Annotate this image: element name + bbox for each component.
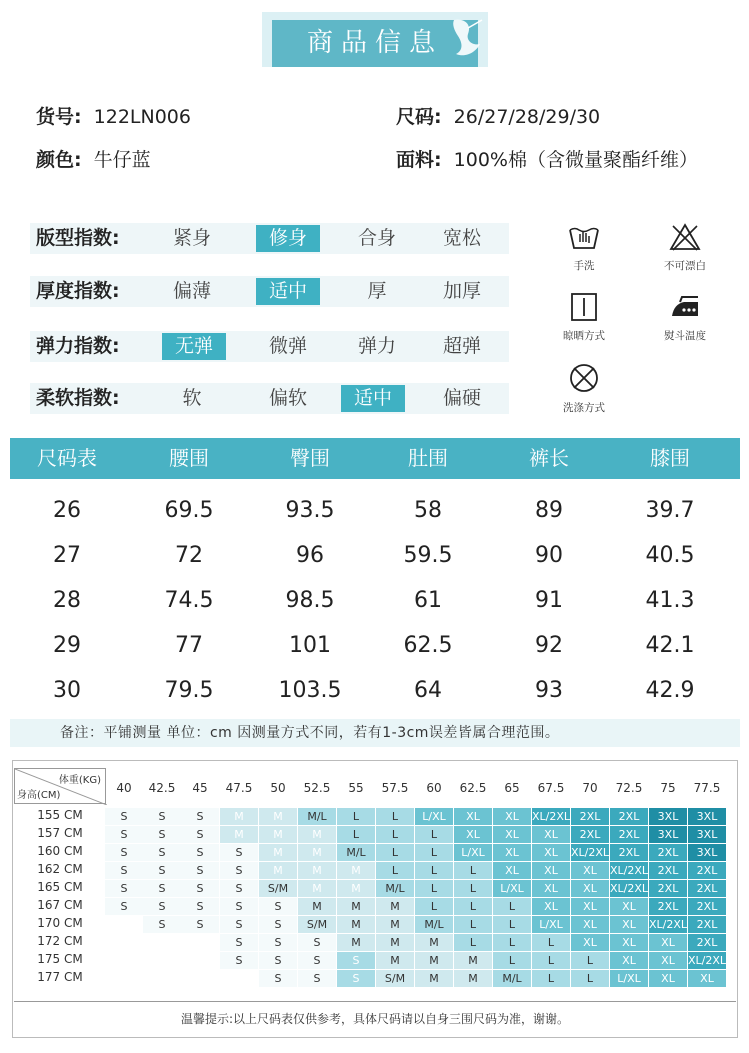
weight-column-label: 50 <box>270 781 286 795</box>
size-tip: 温馨提示:以上尺码表仅供参考，具体尺码请以自身三围尺码为准，谢谢。 <box>14 1001 736 1035</box>
size-recommendation-cell: L/XL <box>610 970 648 987</box>
size-recommendation-cell: S <box>259 898 297 915</box>
size-table-cell: 58 <box>414 498 442 523</box>
size-recommendation-cell: M/L <box>493 970 531 987</box>
size-table-cell: 69.5 <box>164 498 214 523</box>
size-recommendation-cell: M <box>415 934 453 951</box>
size-recommendation-cell: M <box>259 808 297 825</box>
size-recommendation-cell: L <box>493 952 531 969</box>
section-banner <box>262 12 488 67</box>
size-table-cell: 62.5 <box>403 633 453 658</box>
size-recommendation-cell: L <box>415 862 453 879</box>
size-recommendation-cell: XL <box>649 952 687 969</box>
weight-column-label: 77.5 <box>693 781 721 795</box>
care-drying-label: 晾晒方式 <box>563 330 605 342</box>
no-dry-clean-icon <box>567 362 601 394</box>
size-table-cell: 89 <box>535 498 563 523</box>
size-recommendation-cell: XL <box>532 844 570 861</box>
size-recommendation-cell: XL <box>688 970 726 987</box>
size-recommendation-cell: XL <box>571 862 609 879</box>
size-table-header-cell: 膝围 <box>650 446 690 470</box>
size-table-cell: 59.5 <box>403 543 453 568</box>
size-recommendation-cell: XL <box>532 898 570 915</box>
size-recommendation-cell: XL <box>532 826 570 843</box>
size-recommendation-cell: L/XL <box>415 808 453 825</box>
size-recommendation-cell: XL <box>493 862 531 879</box>
size-recommendation-cell: S <box>220 952 258 969</box>
size-recommendation-cell: 3XL <box>688 808 726 825</box>
size-range-value: 26/27/28/29/30 <box>453 106 601 128</box>
size-recommendation-cell: M <box>298 826 336 843</box>
height-row-label: 177 CM <box>37 970 83 984</box>
size-recommendation-cell: S <box>220 880 258 897</box>
weight-column-label: 40 <box>116 781 132 795</box>
size-recommendation-cell: 2XL <box>688 916 726 933</box>
size-recommendation-cell: M <box>298 862 336 879</box>
size-recommendation-cell: S <box>181 862 219 879</box>
size-recommendation-cell: S <box>181 898 219 915</box>
size-recommendation-cell: S <box>181 916 219 933</box>
size-recommendation-cell <box>143 952 181 969</box>
size-recommendation-cell: S <box>105 880 143 897</box>
product-color-label: 颜色: <box>36 149 82 171</box>
size-recommendation-cell: S <box>259 916 297 933</box>
height-row-label: 175 CM <box>37 952 83 966</box>
care-hand-wash-label: 手洗 <box>573 260 595 272</box>
size-recommendation-cell: S <box>298 970 336 987</box>
size-recommendation-cell: S <box>220 898 258 915</box>
size-recommendation-cell: L <box>571 970 609 987</box>
size-table-cell: 42.1 <box>645 633 695 658</box>
weight-column-label: 42.5 <box>148 781 176 795</box>
height-row-label: 157 CM <box>37 826 83 840</box>
size-recommendation-cell: M <box>298 898 336 915</box>
size-recommendation-cell: L <box>532 970 570 987</box>
swan-icon <box>446 14 486 64</box>
size-recommendation-cell <box>220 970 258 987</box>
size-recommendation-cell <box>143 970 181 987</box>
size-recommendation-cell: S <box>143 880 181 897</box>
care-iron <box>645 292 725 343</box>
fit-index-row <box>30 223 509 254</box>
size-recommendation-cell: S/M <box>298 916 336 933</box>
weight-column-label: 55 <box>348 781 364 795</box>
thickness-option: 加厚 <box>442 280 481 302</box>
size-recommendation-cell: S <box>298 952 336 969</box>
size-table-cell: 98.5 <box>285 588 335 613</box>
size-recommendation-cell: L <box>337 826 375 843</box>
size-table-cell: 26 <box>53 498 81 523</box>
fit-index-label: 版型指数: <box>36 227 120 249</box>
size-table-row <box>10 533 740 578</box>
size-recommendation-cell: L <box>493 934 531 951</box>
size-recommendation-cell: M <box>376 916 414 933</box>
size-recommendation-cell: M <box>454 970 492 987</box>
size-recommendation-cell: 2XL <box>688 898 726 915</box>
softness-index-row <box>30 383 509 414</box>
size-recommendation-cell: M/L <box>376 880 414 897</box>
size-recommendation-cell: S <box>259 952 297 969</box>
size-recommendation-cell: M <box>337 934 375 951</box>
size-recommendation-cell: M/L <box>298 808 336 825</box>
size-recommendation-cell: S/M <box>259 880 297 897</box>
size-recommendation-cell: XL <box>610 916 648 933</box>
height-row-label: 162 CM <box>37 862 83 876</box>
size-recommendation-cell: 3XL <box>649 808 687 825</box>
size-recommendation-cell: S <box>143 844 181 861</box>
size-recommendation-cell <box>105 916 143 933</box>
size-table-cell: 79.5 <box>164 678 214 703</box>
size-recommendation-cell: L/XL <box>454 844 492 861</box>
size-table-cell: 101 <box>289 633 331 658</box>
size-table-header-cell: 腰围 <box>169 446 209 470</box>
size-recommendation-cell: S <box>298 934 336 951</box>
size-recommendation-cell: L/XL <box>493 880 531 897</box>
fit-option: 紧身 <box>172 227 211 249</box>
size-recommendation-cell: L <box>415 898 453 915</box>
size-recommendation-cell: XL <box>649 970 687 987</box>
size-recommendation-cell <box>143 934 181 951</box>
care-hand-wash <box>544 222 624 273</box>
size-recommendation-cell: L <box>493 916 531 933</box>
elasticity-option: 超弹 <box>442 335 481 357</box>
size-recommendation-cell: M <box>298 880 336 897</box>
size-recommendation-cell: M <box>259 862 297 879</box>
size-table-cell: 39.7 <box>645 498 695 523</box>
size-recommendation-cell: S <box>143 808 181 825</box>
size-recommendation-cell: XL <box>610 898 648 915</box>
weight-column-label: 75 <box>660 781 676 795</box>
care-washing-label: 洗涤方式 <box>563 402 605 414</box>
size-recommendation-cell: M <box>337 898 375 915</box>
size-table-cell: 77 <box>175 633 203 658</box>
weight-column-label: 62.5 <box>459 781 487 795</box>
size-table-header-cell: 尺码表 <box>37 446 97 470</box>
iron-icon <box>668 292 702 322</box>
size-recommendation-cell: 2XL <box>688 934 726 951</box>
size-recommendation-cell: L <box>415 826 453 843</box>
size-recommendation-cell: 2XL <box>610 808 648 825</box>
size-recommendation-cell: XL <box>571 898 609 915</box>
size-recommendation-cell: XL/2XL <box>532 810 571 823</box>
elasticity-index-label: 弹力指数: <box>36 335 120 357</box>
size-recommendation-cell: L <box>376 826 414 843</box>
size-recommendation-cell: 2XL <box>649 844 687 861</box>
weight-column-label: 57.5 <box>381 781 409 795</box>
weight-axis-label: 体重(KG) <box>58 775 101 786</box>
size-recommendation-cell: XL/2XL <box>610 864 649 877</box>
size-table-cell: 74.5 <box>164 588 214 613</box>
size-range-label: 尺码: <box>396 106 442 128</box>
size-recommendation-cell: S <box>337 970 375 987</box>
size-recommendation-cell: 2XL <box>571 826 609 843</box>
size-recommendation-cell: M <box>415 952 453 969</box>
size-recommendation-cell: S <box>105 844 143 861</box>
weight-column-label: 72.5 <box>615 781 643 795</box>
fit-option: 宽松 <box>442 227 481 249</box>
size-recommendation-cell: L <box>454 916 492 933</box>
size-recommendation-cell: M <box>259 844 297 861</box>
size-table-cell: 103.5 <box>278 678 342 703</box>
size-recommendation-cell: XL <box>610 952 648 969</box>
size-recommendation-cell: M <box>220 808 258 825</box>
size-recommendation-cell: L <box>493 898 531 915</box>
product-fabric-label: 面料: <box>396 149 442 171</box>
size-recommendation-cell: S <box>143 916 181 933</box>
size-table-cell: 29 <box>53 633 81 658</box>
hand-wash-icon <box>567 222 601 252</box>
size-range <box>396 105 600 129</box>
weight-column-label: 52.5 <box>303 781 331 795</box>
banner-title: 商品信息 <box>306 28 443 58</box>
size-recommendation-cell: XL <box>454 808 492 825</box>
size-recommendation-cell: L <box>454 898 492 915</box>
size-recommendation-cell: XL/2XL <box>688 954 727 967</box>
elasticity-option: 微弹 <box>268 335 307 357</box>
size-table-cell: 96 <box>296 543 324 568</box>
size-recommendation-cell: S/M <box>376 970 414 987</box>
size-table-cell: 40.5 <box>645 543 695 568</box>
size-recommendation-cell: XL <box>493 808 531 825</box>
size-recommendation-cell: S <box>259 934 297 951</box>
size-table-row <box>10 488 740 533</box>
size-recommendation-cell: S <box>181 880 219 897</box>
size-recommendation-cell: XL <box>649 934 687 951</box>
height-row-label: 170 CM <box>37 916 83 930</box>
size-recommendation-cell: XL <box>532 862 570 879</box>
fit-option-selected: 修身 <box>256 225 320 252</box>
weight-height-corner <box>14 768 106 804</box>
size-recommendation-cell: M <box>337 862 375 879</box>
softness-option: 偏软 <box>268 387 307 409</box>
size-recommendation-cell: M <box>298 844 336 861</box>
weight-column-label: 67.5 <box>537 781 565 795</box>
size-table-header-cell: 肚围 <box>408 446 448 470</box>
size-table-row <box>10 578 740 623</box>
size-recommendation-cell: 3XL <box>649 826 687 843</box>
size-recommendation-cell <box>181 934 219 951</box>
size-recommendation-cell: S <box>337 952 375 969</box>
size-recommendation-cell: M <box>376 898 414 915</box>
weight-column-label: 65 <box>504 781 520 795</box>
product-fabric <box>396 148 698 172</box>
size-recommendation-cell: 2XL <box>610 844 648 861</box>
size-recommendation-cell: XL <box>532 880 570 897</box>
size-table-cell: 27 <box>53 543 81 568</box>
size-recommendation-cell: S <box>220 844 258 861</box>
size-recommendation-cell: M <box>376 934 414 951</box>
size-table-cell: 61 <box>414 588 442 613</box>
size-recommendation-cell: M/L <box>415 916 453 933</box>
size-table-row <box>10 668 740 713</box>
size-recommendation-cell: XL/2XL <box>610 882 649 895</box>
size-recommendation-cell: S <box>105 808 143 825</box>
size-recommendation-cell: 3XL <box>688 826 726 843</box>
elasticity-option-selected: 无弹 <box>162 333 226 360</box>
size-recommendation-cell: 2XL <box>688 880 726 897</box>
size-recommendation-cell: M <box>337 880 375 897</box>
size-table-header-cell: 裤长 <box>529 446 569 470</box>
softness-option: 偏硬 <box>442 387 481 409</box>
size-table-cell: 93.5 <box>285 498 335 523</box>
no-bleach-icon <box>668 222 702 252</box>
height-row-label: 165 CM <box>37 880 83 894</box>
item-number-label: 货号: <box>36 106 82 128</box>
size-recommendation-cell: S <box>220 916 258 933</box>
size-recommendation-cell <box>105 952 143 969</box>
size-recommendation-cell: L <box>454 934 492 951</box>
size-recommendation-cell: 3XL <box>688 844 726 861</box>
size-recommendation-cell <box>181 952 219 969</box>
size-table-row <box>10 623 740 668</box>
thickness-option-selected: 适中 <box>256 278 320 305</box>
care-washing <box>544 362 624 415</box>
size-table-cell: 30 <box>53 678 81 703</box>
size-recommendation-cell: XL <box>571 934 609 951</box>
height-row-label: 167 CM <box>37 898 83 912</box>
size-table-header-cell: 臀围 <box>290 446 330 470</box>
size-table-cell: 72 <box>175 543 203 568</box>
size-recommendation-cell: L <box>532 952 570 969</box>
thickness-option: 偏薄 <box>172 280 211 302</box>
size-table-cell: 92 <box>535 633 563 658</box>
size-recommendation-cell: XL <box>493 844 531 861</box>
size-recommendation-cell: L/XL <box>532 916 570 933</box>
size-recommendation-cell: 2XL <box>649 880 687 897</box>
size-recommendation-cell: M/L <box>337 844 375 861</box>
size-recommendation-cell: S <box>181 844 219 861</box>
size-recommendation-cell: 2XL <box>571 808 609 825</box>
size-table-cell: 93 <box>535 678 563 703</box>
size-recommendation-cell <box>105 934 143 951</box>
size-recommendation-cell: L <box>376 862 414 879</box>
size-recommendation-cell: L <box>532 934 570 951</box>
product-color <box>36 148 151 172</box>
size-recommendation-cell: S <box>181 826 219 843</box>
size-recommendation-cell: L <box>376 808 414 825</box>
item-number-value: 122LN006 <box>93 106 191 128</box>
size-table-cell: 90 <box>535 543 563 568</box>
fit-option: 合身 <box>357 227 396 249</box>
thickness-index-label: 厚度指数: <box>36 280 120 302</box>
softness-option: 软 <box>182 387 202 409</box>
elasticity-option: 弹力 <box>357 335 396 357</box>
height-row-label: 172 CM <box>37 934 83 948</box>
size-recommendation-cell: S <box>259 970 297 987</box>
product-color-value: 牛仔蓝 <box>93 149 151 171</box>
size-recommendation-cell: 2XL <box>610 826 648 843</box>
weight-column-label: 60 <box>426 781 442 795</box>
size-recommendation-cell: S <box>220 862 258 879</box>
size-recommendation-cell: M <box>259 826 297 843</box>
size-recommendation-cell: L <box>454 862 492 879</box>
weight-column-label: 70 <box>582 781 598 795</box>
size-table-cell: 64 <box>414 678 442 703</box>
item-number <box>36 105 191 129</box>
size-recommendation-cell: L <box>415 844 453 861</box>
measurement-note: 备注：平铺测量 单位：cm 因测量方式不同，若有1-3cm误差皆属合理范围。 <box>10 719 740 747</box>
size-table-cell: 28 <box>53 588 81 613</box>
softness-option-selected: 适中 <box>341 385 405 412</box>
size-recommendation-cell: S <box>105 826 143 843</box>
size-recommendation-cell: XL/2XL <box>571 846 610 859</box>
care-no-bleach-label: 不可漂白 <box>664 260 706 272</box>
size-recommendation-cell: L <box>337 808 375 825</box>
size-recommendation-cell: L <box>415 880 453 897</box>
height-row-label: 160 CM <box>37 844 83 858</box>
size-recommendation-cell: XL/2XL <box>649 918 688 931</box>
size-recommendation-cell: S <box>105 898 143 915</box>
height-row-label: 155 CM <box>37 808 83 822</box>
size-recommendation-cell <box>105 970 143 987</box>
size-table-cell: 42.9 <box>645 678 695 703</box>
size-table-cell: 91 <box>535 588 563 613</box>
size-recommendation-cell: S <box>105 862 143 879</box>
size-recommendation-cell: M <box>415 970 453 987</box>
size-recommendation-cell: 2XL <box>649 898 687 915</box>
size-recommendation-cell: XL <box>571 880 609 897</box>
thickness-option: 厚 <box>367 280 387 302</box>
size-recommendation-cell: 2XL <box>649 862 687 879</box>
size-recommendation-cell: S <box>220 934 258 951</box>
size-recommendation-cell: XL <box>493 826 531 843</box>
size-recommendation-cell: L <box>454 880 492 897</box>
product-fabric-value: 100%棉（含微量聚酯纤维） <box>453 149 698 171</box>
size-recommendation-cell: L <box>376 844 414 861</box>
softness-index-label: 柔软指数: <box>36 387 120 409</box>
size-recommendation-cell <box>181 970 219 987</box>
size-recommendation-cell: L <box>571 952 609 969</box>
size-recommendation-cell: XL <box>610 934 648 951</box>
size-recommendation-cell: S <box>143 826 181 843</box>
size-table-header <box>10 438 740 479</box>
weight-column-label: 47.5 <box>225 781 253 795</box>
height-axis-label: 身高(CM) <box>17 790 61 801</box>
size-table-cell: 41.3 <box>645 588 695 613</box>
size-recommendation-cell: M <box>376 952 414 969</box>
size-recommendation-cell: S <box>143 862 181 879</box>
care-iron-label: 熨斗温度 <box>664 330 706 342</box>
size-recommendation-cell: M <box>454 952 492 969</box>
drying-icon <box>567 292 601 322</box>
size-recommendation-cell: M <box>337 916 375 933</box>
size-recommendation-cell: M <box>220 826 258 843</box>
care-no-bleach <box>645 222 725 273</box>
size-recommendation-cell: XL <box>571 916 609 933</box>
thickness-index-row <box>30 276 509 307</box>
size-recommendation-cell: S <box>181 808 219 825</box>
size-recommendation-cell: XL <box>454 826 492 843</box>
size-recommendation-cell: 2XL <box>688 862 726 879</box>
elasticity-index-row <box>30 331 509 362</box>
weight-column-label: 45 <box>192 781 208 795</box>
size-recommendation-cell: S <box>143 898 181 915</box>
care-drying <box>544 292 624 343</box>
